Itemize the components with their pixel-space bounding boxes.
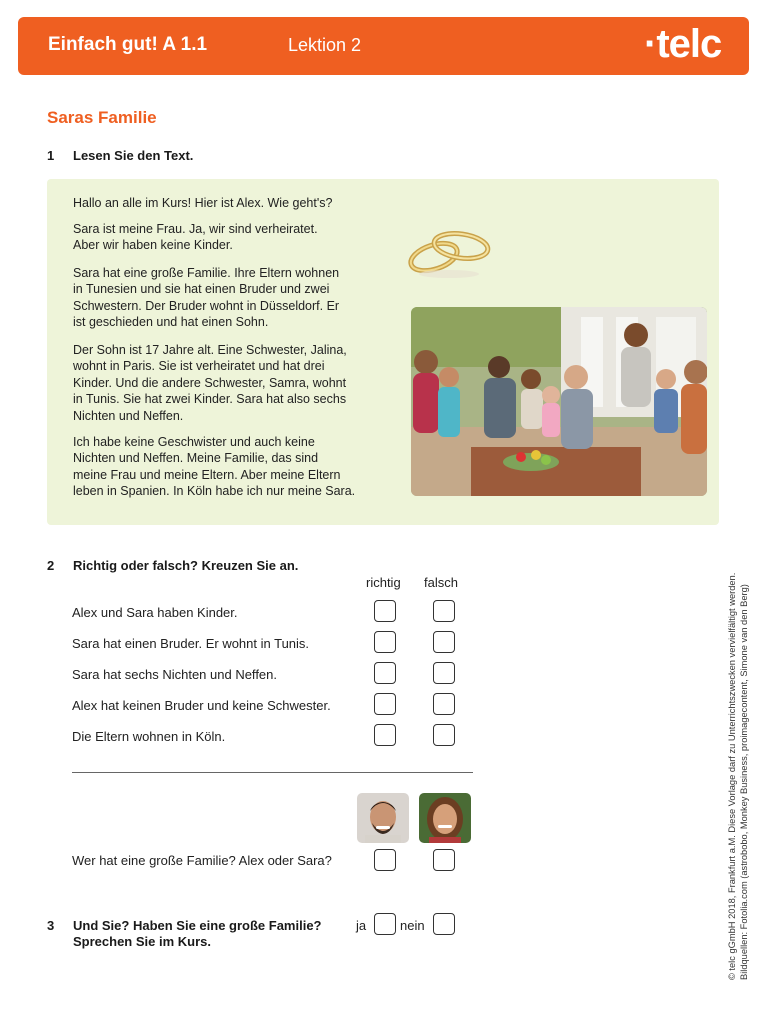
checkbox-richtig-3[interactable]	[374, 662, 396, 684]
checkbox-richtig-1[interactable]	[374, 600, 396, 622]
task3-instruction: Und Sie? Haben Sie eine große Familie? Sprechen Sie im Kurs.	[73, 918, 322, 949]
checkbox-alex[interactable]	[374, 849, 396, 871]
checkbox-falsch-1[interactable]	[433, 600, 455, 622]
page-title: Saras Familie	[47, 108, 157, 127]
text-paragraph-1: Hallo an alle im Kurs! Hier ist Alex. Wie geht's?	[73, 196, 333, 210]
nein-label: nein	[400, 918, 425, 933]
checkbox-richtig-2[interactable]	[374, 631, 396, 653]
text-paragraph-4: Der Sohn ist 17 Jahre alt. Eine Schwester, Jalina, wohnt in Paris. Sie ist verheiratet und hat drei Kinder. Und die andere Schwester, Samra, wohnt in Tunis. Sie hat zwei Kinder. Sara hat also sechs Nichten und Neffen.	[73, 343, 347, 423]
statement-5: Die Eltern wohnen in Köln.	[72, 729, 226, 744]
header-bar	[18, 17, 749, 75]
checkbox-ja[interactable]	[374, 913, 396, 935]
task2-instruction: Richtig oder falsch? Kreuzen Sie an.	[73, 558, 299, 573]
checkbox-richtig-4[interactable]	[374, 693, 396, 715]
statement-3: Sara hat sechs Nichten und Neffen.	[72, 667, 277, 682]
text-paragraph-3: Sara hat eine große Familie. Ihre Eltern wohnen in Tunesien und sie hat einen Bruder und zwei Schwestern. Der Bruder wohnt in Düsseldorf. Er ist geschieden und hat einen Sohn.	[73, 266, 340, 330]
book-title: Einfach gut! A 1.1	[48, 34, 208, 55]
checkbox-nein[interactable]	[433, 913, 455, 935]
question-statement: Wer hat eine große Familie? Alex oder Sara?	[72, 853, 332, 868]
sara-portrait	[419, 793, 471, 843]
checkbox-falsch-3[interactable]	[433, 662, 455, 684]
wedding-rings-image	[404, 224, 496, 282]
task3-number: 3	[47, 918, 55, 933]
text-paragraph-5: Ich habe keine Geschwister und auch keine Nichten und Neffen. Meine Familie, das sind meine Frau und meine Eltern. Aber meine Eltern leben in Spanien. In Köln habe ich nur meine Sara.	[73, 435, 356, 499]
task1-number: 1	[47, 148, 55, 163]
checkbox-richtig-5[interactable]	[374, 724, 396, 746]
checkbox-falsch-2[interactable]	[433, 631, 455, 653]
column-falsch: falsch	[424, 575, 458, 590]
text-paragraph-2: Sara ist meine Frau. Ja, wir sind verheiratet. Aber wir haben keine Kinder.	[73, 222, 318, 253]
divider	[72, 772, 473, 773]
statement-1: Alex und Sara haben Kinder.	[72, 605, 238, 620]
telc-logo: ·telc	[644, 22, 722, 66]
statement-2: Sara hat einen Bruder. Er wohnt in Tunis.	[72, 636, 310, 651]
lesson-label: Lektion 2	[288, 35, 362, 55]
statement-4: Alex hat keinen Bruder und keine Schwester.	[72, 698, 331, 713]
checkbox-sara[interactable]	[433, 849, 455, 871]
copyright-note: © telc gGmbH 2018, Frankfurt a.M. Diese Vorlage darf zu Unterrichtszwecken vervielfältigt werden. Bildquellen: Fotolia.com (astrobobo, Monkey Business, proimagecontent, Simone van den Berg)	[727, 572, 749, 980]
task2-number: 2	[47, 558, 55, 573]
alex-portrait	[357, 793, 409, 843]
checkbox-falsch-4[interactable]	[433, 693, 455, 715]
checkbox-falsch-5[interactable]	[433, 724, 455, 746]
family-photo	[411, 307, 707, 496]
task1-instruction: Lesen Sie den Text.	[73, 148, 194, 163]
ja-label: ja	[356, 918, 367, 933]
column-richtig: richtig	[366, 575, 401, 590]
